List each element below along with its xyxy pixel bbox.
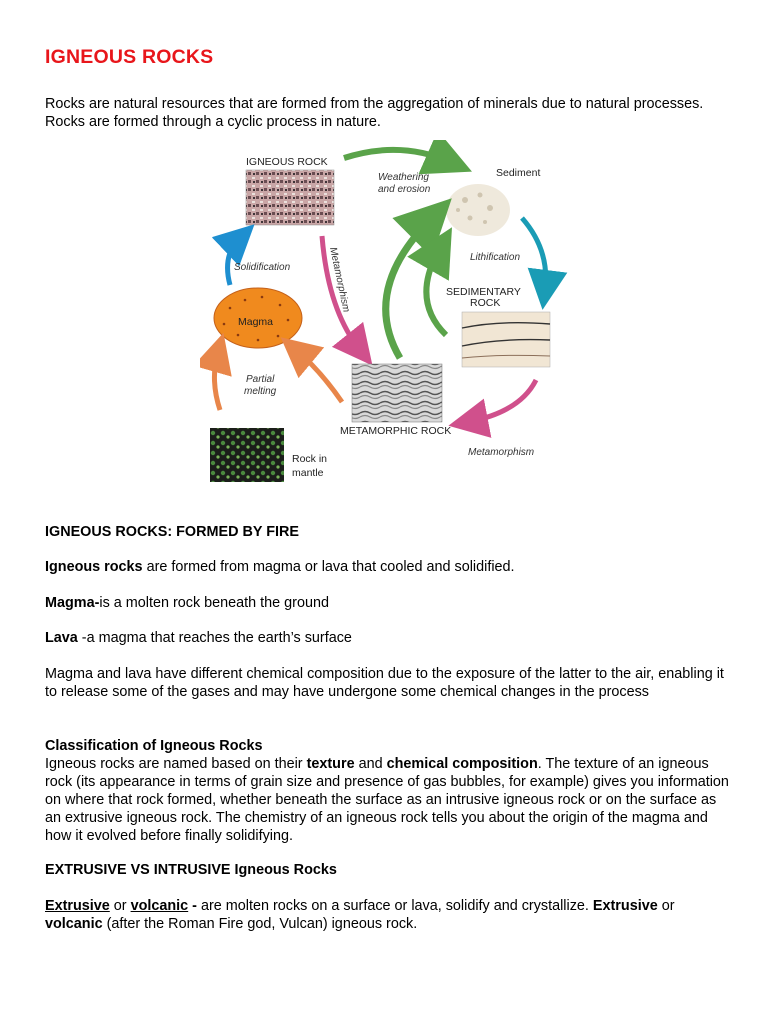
partial-label: Partial bbox=[246, 374, 275, 385]
extrusive-intrusive-heading: EXTRUSIVE VS INTRUSIVE Igneous Rocks bbox=[45, 862, 337, 878]
magma-label: Magma bbox=[238, 316, 274, 328]
sediment-label: Sediment bbox=[496, 167, 541, 179]
rock-cycle-diagram bbox=[200, 140, 570, 490]
metamorphic-rock-label: METAMORPHIC ROCK bbox=[340, 425, 452, 437]
page-title: IGNEOUS ROCKS bbox=[45, 46, 214, 68]
igneous-term: Igneous rocks bbox=[45, 559, 143, 575]
weathering-label: Weathering bbox=[378, 172, 429, 183]
magma-definition bbox=[45, 594, 735, 612]
lava-term: Lava bbox=[45, 630, 78, 646]
lava-definition bbox=[45, 629, 735, 647]
igneous-definition bbox=[45, 558, 735, 576]
partial-melting-arrow-left bbox=[214, 352, 220, 410]
mantle-label-1: Rock in bbox=[292, 453, 328, 465]
lithification-arrow bbox=[522, 218, 546, 290]
sedimentary-label-1: SEDIMENTARY bbox=[446, 286, 521, 298]
lava-text: -a magma that reaches the earth’s surface bbox=[77, 630, 352, 646]
sedimentary-label-2: ROCK bbox=[470, 297, 501, 309]
intro-paragraph: Rocks are natural resources that are formed from the aggregation of minerals due to natural processes. Rocks are formed through a cyclic process in nature. bbox=[45, 96, 704, 130]
igneous-text: are formed from magma or lava that cooled and solidified. bbox=[142, 559, 515, 575]
metamorphism-bottom-label: Metamorphism bbox=[468, 447, 535, 458]
melting-label: melting bbox=[244, 386, 277, 397]
weathering-arrow bbox=[344, 150, 450, 162]
metamorphism-vertical-label: Metamorphism bbox=[327, 246, 352, 314]
inner-green-arrow-2 bbox=[426, 248, 446, 335]
classification-heading: Classification of Igneous Rocks bbox=[45, 738, 263, 754]
metamorphism-arrow-bottom bbox=[468, 380, 536, 422]
igneous-rock-image bbox=[246, 170, 334, 225]
magma-term: Magma- bbox=[45, 595, 100, 611]
solidification-label: Solidification bbox=[234, 262, 291, 273]
classification-paragraph: Igneous rocks are named based on their texture and chemical composition. The texture of an igneous rock (its appearance in terms of grain size and presence of gas bubbles, for example) gives you information on where that rock formed, whether beneath the surface as an intrusive igneous rock or on the surface as an extrusive igneous rock. The chemistry of an igneous rock tells you about the origin of the magma and how it evolved before finally solidifying. bbox=[45, 756, 729, 844]
composition-paragraph: Magma and lava have different chemical composition due to the exposure of the latter to the air, enabling it to release some of the gases and may have undergone some chemical changes in the process bbox=[45, 666, 724, 700]
magma-text: is a molten rock beneath the ground bbox=[99, 595, 329, 611]
partial-melting-arrow-right bbox=[296, 350, 342, 402]
heading-formed-by-fire: IGNEOUS ROCKS: FORMED BY FIRE bbox=[45, 524, 299, 540]
extrusive-paragraph: Extrusive or volcanic - are molten rocks on a surface or lava, solidify and crystallize. Extrusive or volcanic (after the Roman Fire god, Vulcan) igneous rock. bbox=[45, 898, 675, 932]
lithification-label: Lithification bbox=[470, 252, 521, 263]
erosion-label: and erosion bbox=[378, 184, 431, 195]
igneous-rock-label: IGNEOUS ROCK bbox=[246, 156, 328, 168]
mantle-rock-image bbox=[210, 428, 284, 482]
metamorphic-rock-image bbox=[352, 364, 442, 422]
sediment-image bbox=[446, 184, 510, 236]
mantle-label-2: mantle bbox=[292, 467, 324, 479]
